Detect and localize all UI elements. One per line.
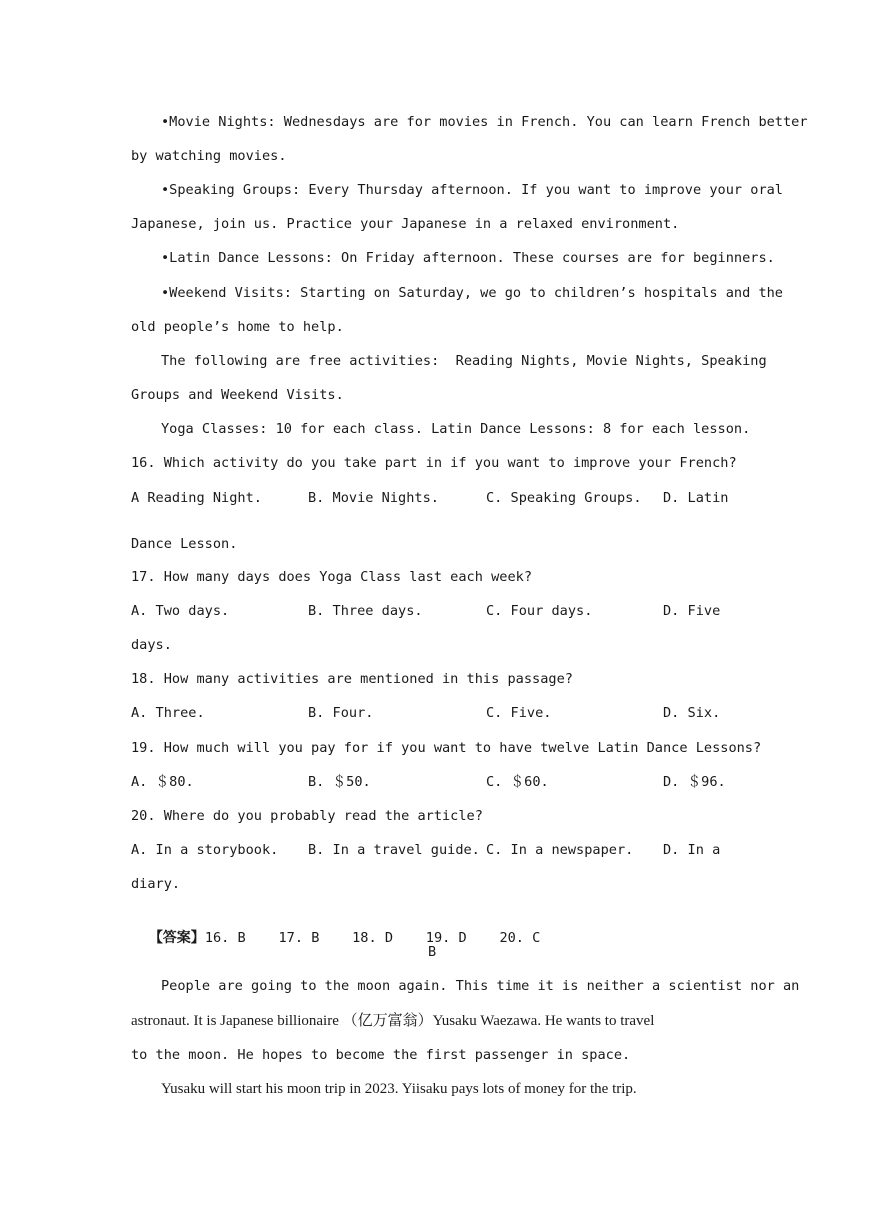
question-17: 17. How many days does Yoga Class last each week? [131,569,533,585]
paragraph-weekend-visits-cont: old people’s home to help. [131,319,344,335]
section-heading-b: B [428,944,437,960]
option-18-b: B. Four. [308,705,374,721]
option-19-d: D. ＄96. [663,774,726,790]
option-17-d-cont: days. [131,637,172,653]
option-16-d: D. Latin [663,490,729,506]
option-18-c: C. Five. [486,705,552,721]
question-18: 18. How many activities are mentioned in this passage? [131,671,573,687]
option-18-d: D. Six. [663,705,721,721]
option-20-a: A. In a storybook. [131,842,279,858]
option-17-c: C. Four days. [486,603,593,619]
paragraph-prices: Yoga Classes: 10 for each class. Latin Dance Lessons: 8 for each lesson. [161,421,751,437]
option-17-b: B. Three days. [308,603,423,619]
option-19-a: A. ＄80. [131,774,194,790]
paragraph-movie-nights: •Movie Nights: Wednesdays are for movies in French. You can learn French better [161,114,808,130]
option-19-c: C. ＄60. [486,774,549,790]
section-b-line-2: astronaut. It is Japanese billionaire （亿万富翁）Yusaku Waezawa. He wants to travel [131,1013,655,1029]
option-20-b: B. In a travel guide. [308,842,480,858]
section-b-line-3: to the moon. He hopes to become the first passenger in space. [131,1047,631,1063]
option-20-d: D. In a [663,842,721,858]
option-16-d-cont: Dance Lesson. [131,536,238,552]
paragraph-movie-nights-cont: by watching movies. [131,148,287,164]
option-16-c: C. Speaking Groups. [486,490,642,506]
option-17-a: A. Two days. [131,603,230,619]
paragraph-speaking-groups-cont: Japanese, join us. Practice your Japanese in a relaxed environment. [131,216,680,232]
section-b-line-4: Yusaku will start his moon trip in 2023. Yiisaku pays lots of money for the trip. [161,1081,637,1097]
paragraph-free-activities: The following are free activities: Reading Nights, Movie Nights, Speaking [161,353,767,369]
question-20: 20. Where do you probably read the article? [131,808,483,824]
paragraph-weekend-visits: •Weekend Visits: Starting on Saturday, we go to children’s hospitals and the [161,285,783,301]
question-16: 16. Which activity do you take part in if you want to improve your French? [131,455,737,471]
answer-key [131,908,540,968]
option-20-c: C. In a newspaper. [486,842,634,858]
paragraph-free-activities-cont: Groups and Weekend Visits. [131,387,344,403]
option-16-b: B. Movie Nights. [308,490,439,506]
answer-label: 【答案】 [148,930,205,946]
option-19-b: B. ＄50. [308,774,371,790]
paragraph-speaking-groups: •Speaking Groups: Every Thursday afternoon. If you want to improve your oral [161,182,783,198]
section-b-line-1: People are going to the moon again. This time it is neither a scientist nor an [161,978,800,994]
option-18-a: A. Three. [131,705,205,721]
option-16-a: A Reading Night. [131,490,262,506]
answer-text: 16. B 17. B 18. D 19. D 20. C [204,930,541,946]
option-20-d-cont: diary. [131,876,181,892]
option-17-d: D. Five [663,603,721,619]
paragraph-latin-dance: •Latin Dance Lessons: On Friday afternoon. These courses are for beginners. [161,250,775,266]
question-19: 19. How much will you pay for if you want to have twelve Latin Dance Lessons? [131,740,762,756]
